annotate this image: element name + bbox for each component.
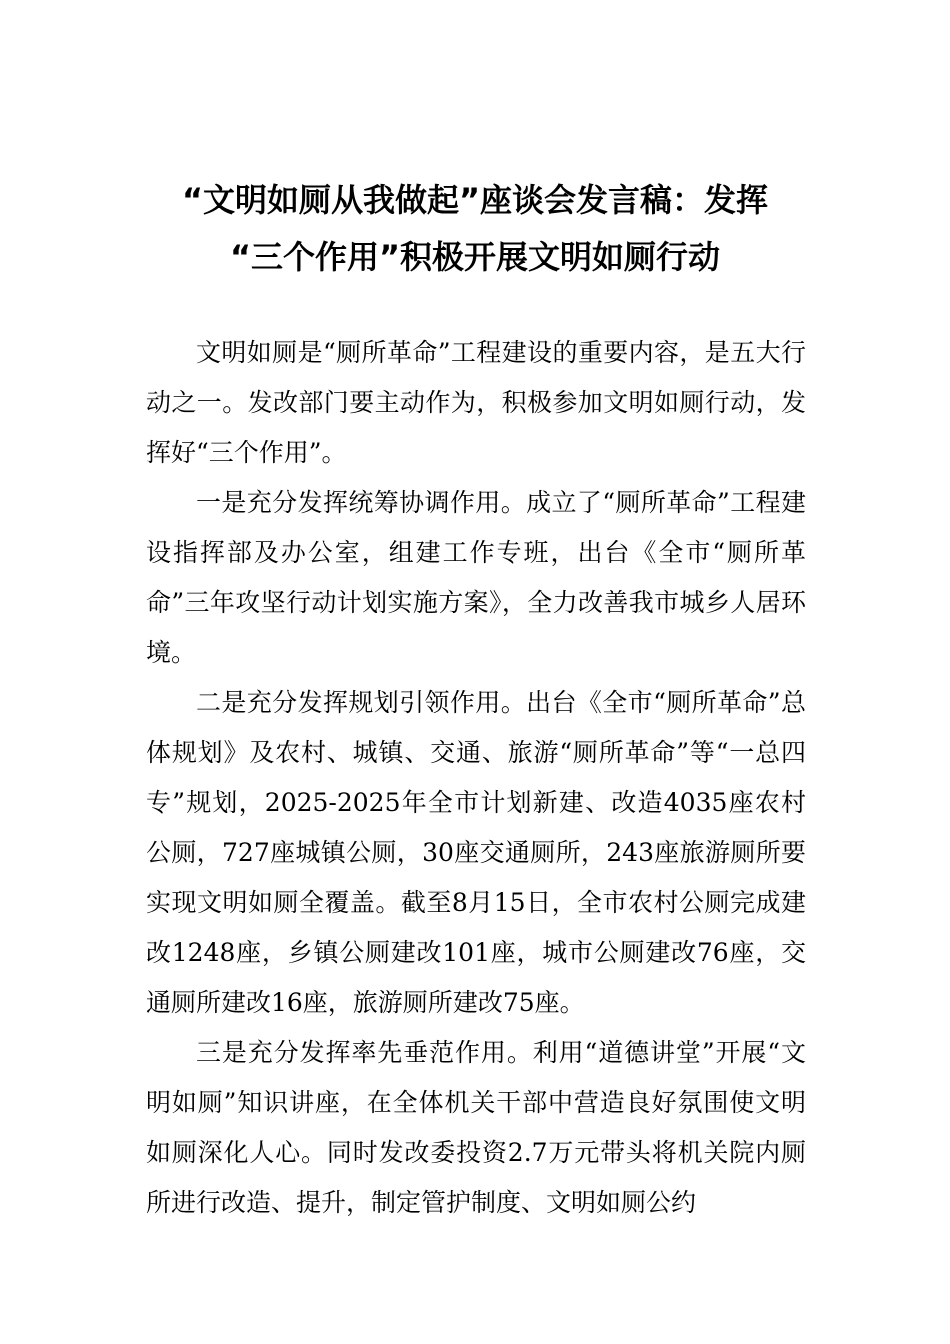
title-line-2: “三个作用”积极开展文明如厕行动	[229, 238, 721, 276]
paragraph-planning: 二是充分发挥规划引领作用。出台《全市“厕所革命”总体规划》及农村、城镇、交通、旅游“厕所革命”等“一总四专”规划，2025-2025年全市计划新建、改造4035座农村公厕，727座城镇公厕，30座交通厕所，243座旅游厕所要实现文明如厕全覆盖。截至8月15日，全市农村公厕完成建改1248座，乡镇公厕建改101座，城市公厕建改76座，交通厕所建改16座，旅游厕所建改75座。	[146, 688, 806, 1017]
paragraph-coordination: 一是充分发挥统筹协调作用。成立了“厕所革命”工程建设指挥部及办公室，组建工作专班，出台《全市“厕所革命”三年攻坚行动计划实施方案》，全力改善我市城乡人居环境。	[146, 488, 806, 667]
paragraph-leading-example: 三是充分发挥率先垂范作用。利用“道德讲堂”开展“文明如厕”知识讲座，在全体机关干部中营造良好氛围使文明如厕深化人心。同时发改委投资2.7万元带头将机关院内厕所进行改造、提升，制定管护制度、文明如厕公约	[146, 1038, 806, 1217]
document-title	[100, 172, 850, 286]
title-line-1: “文明如厕从我做起”座谈会发言稿：发挥	[181, 181, 769, 219]
document-body	[146, 328, 806, 1228]
paragraph-intro: 文明如厕是“厕所革命”工程建设的重要内容，是五大行动之一。发改部门要主动作为，积极参加文明如厕行动，发挥好“三个作用”。	[146, 338, 806, 467]
